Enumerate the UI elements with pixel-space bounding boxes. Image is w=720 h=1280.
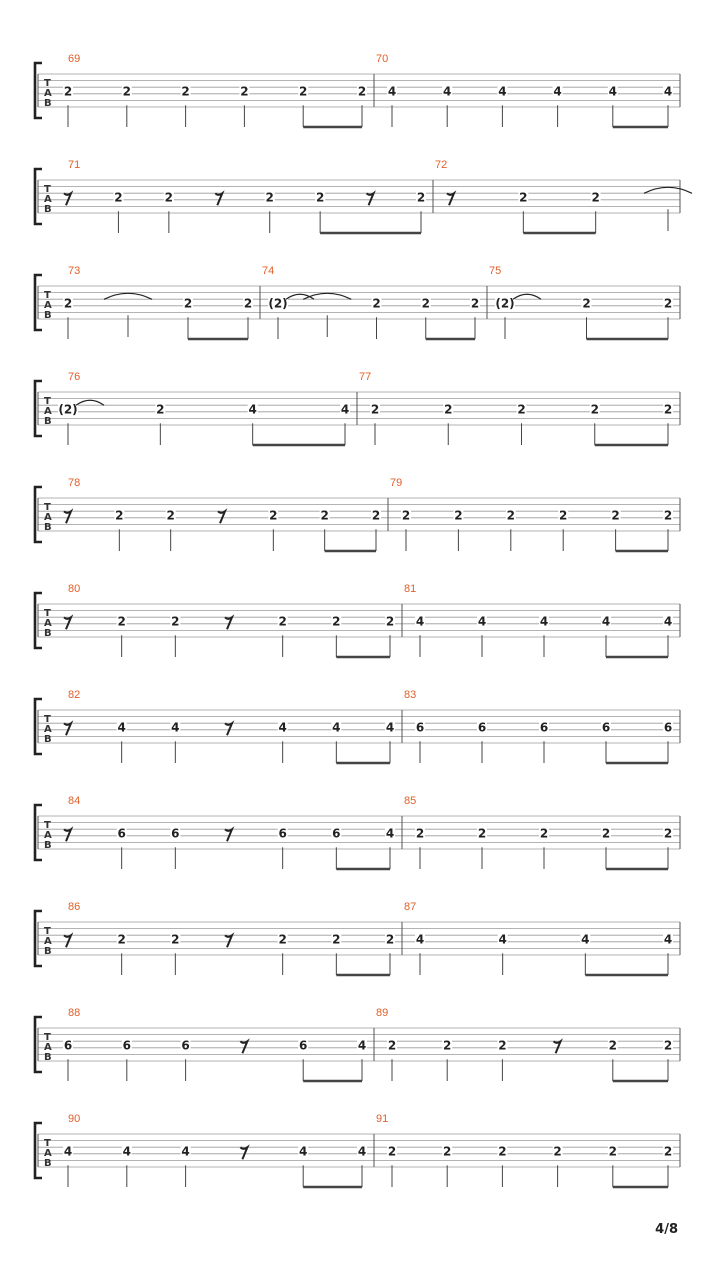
fret-number: 4	[385, 720, 395, 735]
fret-number: 2	[156, 402, 165, 417]
tie-arc	[303, 293, 351, 299]
tab-clef-letter: T	[44, 1032, 51, 1043]
fret-number: 4	[357, 1038, 367, 1053]
fret-number: 2	[415, 826, 425, 841]
eighth-rest	[64, 193, 71, 205]
fret-number: 4	[553, 84, 562, 99]
tab-clef-letter: A	[44, 1042, 52, 1053]
fret-number: 2	[320, 508, 329, 523]
fret-number: 2	[240, 84, 249, 99]
fret-number: 6	[415, 720, 425, 735]
fret-number: 2	[315, 190, 325, 205]
page-number: 4/8	[655, 1222, 678, 1237]
fret-number: 2	[114, 190, 123, 205]
fret-number: 4	[663, 614, 673, 629]
staff-system	[35, 265, 680, 339]
fret-number: 2	[183, 296, 193, 311]
fret-number: 2	[265, 190, 274, 205]
fret-number: 2	[506, 508, 515, 523]
tab-clef-letter: T	[44, 926, 51, 937]
measure-number: 88	[68, 1007, 81, 1019]
tab-clef-letter: B	[44, 628, 52, 639]
staff-system	[35, 1007, 680, 1081]
tab-clef-letter: T	[44, 396, 51, 407]
tab-clef-letter: B	[44, 734, 52, 745]
fret-number: 2	[122, 84, 131, 99]
measure-number: 78	[68, 477, 81, 489]
measure-number: 75	[489, 265, 502, 277]
fret-number: 2	[553, 1144, 562, 1159]
eighth-rest	[225, 935, 232, 947]
tab-clef-letter: B	[44, 204, 52, 215]
fret-number: 2	[117, 614, 126, 629]
measure-number: 84	[68, 795, 81, 807]
tab-clef-letter: B	[44, 1052, 52, 1063]
measure-number: 72	[435, 159, 448, 171]
fret-number: 2	[477, 826, 487, 841]
staff-system	[35, 583, 680, 657]
fret-number: 2	[663, 1144, 673, 1159]
fret-number: 2	[117, 932, 126, 947]
measure-number: 87	[404, 901, 417, 913]
tab-clef-letter: T	[44, 502, 51, 513]
fret-number: 4	[117, 720, 126, 735]
measure-number: 81	[404, 583, 417, 595]
fret-number: 2	[611, 508, 620, 523]
fret-number: 4	[498, 932, 507, 947]
tab-clef-letter: B	[44, 416, 52, 427]
tie-arc	[513, 294, 541, 299]
eighth-rest	[225, 723, 232, 735]
eighth-rest	[554, 1041, 561, 1053]
fret-number: 2	[387, 1038, 397, 1053]
tie-arc	[76, 400, 104, 405]
fret-number: 4	[581, 932, 590, 947]
fret-number: 2	[663, 508, 673, 523]
fret-number: 2	[278, 932, 287, 947]
eighth-rest	[64, 935, 71, 947]
fret-number: 2	[243, 296, 253, 311]
fret-number: 2	[421, 296, 430, 311]
measure-number: 85	[404, 795, 417, 807]
eighth-rest	[225, 829, 232, 841]
fret-number: 4	[663, 932, 673, 947]
fret-number: 4	[122, 1144, 131, 1159]
tab-clef-letter: A	[44, 512, 52, 523]
tab-clef-letter: T	[44, 78, 51, 89]
fret-number: 4	[415, 614, 425, 629]
fret-number: 2	[385, 614, 395, 629]
tab-clef-letter: T	[44, 290, 51, 301]
staff-system	[35, 795, 680, 869]
fret-number: 4	[385, 826, 395, 841]
eighth-rest	[367, 193, 374, 205]
tab-clef-letter: A	[44, 406, 52, 417]
measure-number: 70	[376, 53, 389, 65]
staff-system	[35, 159, 692, 233]
tab-clef-letter: B	[44, 946, 52, 957]
measure-number: 90	[68, 1113, 81, 1125]
measure-number: 76	[68, 371, 81, 383]
fret-number: 4	[357, 1144, 367, 1159]
fret-number: 2	[591, 190, 600, 205]
fret-number: 2	[519, 190, 528, 205]
measure-number: 83	[404, 689, 417, 701]
staff-system	[35, 689, 680, 763]
fret-number: 6	[601, 720, 611, 735]
measure-number: 86	[68, 901, 81, 913]
fret-number: 2	[385, 932, 395, 947]
tab-clef-letter: T	[44, 184, 51, 195]
fret-number: 2	[601, 826, 611, 841]
fret-number: 4	[539, 614, 549, 629]
tab-clef-letter: A	[44, 88, 52, 99]
fret-number: 2	[539, 826, 549, 841]
staff-system	[35, 53, 680, 127]
fret-number: 4	[498, 84, 507, 99]
tab-clef-letter: A	[44, 300, 52, 311]
tab-clef-letter: A	[44, 724, 52, 735]
fret-number: 2	[498, 1144, 507, 1159]
tab-clef-letter: A	[44, 194, 52, 205]
fret-number: 2	[357, 84, 367, 99]
fret-number: 4	[608, 84, 617, 99]
fret-number: 2	[171, 932, 180, 947]
fret-number: 2	[387, 1144, 397, 1159]
fret-number: 2	[582, 296, 591, 311]
measure-number: 79	[390, 477, 403, 489]
tab-clef-letter: A	[44, 618, 52, 629]
tab-clef-letter: B	[44, 1158, 52, 1169]
fret-number: 2	[278, 614, 287, 629]
fret-number: 2	[164, 190, 174, 205]
fret-number: 6	[63, 1038, 73, 1053]
eighth-rest	[240, 1147, 247, 1159]
fret-number: 4	[278, 720, 287, 735]
tab-clef-letter: T	[44, 820, 51, 831]
fret-number: 2	[63, 84, 73, 99]
fret-number: 2	[416, 190, 426, 205]
fret-number: 2	[498, 1038, 507, 1053]
fret-number: 6	[539, 720, 549, 735]
tab-clef-letter: B	[44, 310, 52, 321]
staff-system	[35, 477, 680, 551]
fret-number: (2)	[58, 402, 78, 417]
tab-clef-letter: B	[44, 98, 52, 109]
fret-number: 2	[370, 402, 380, 417]
fret-number: 6	[332, 826, 341, 841]
staff-system	[35, 1113, 680, 1187]
measure-number: 91	[376, 1113, 389, 1125]
fret-number: (2)	[495, 296, 515, 311]
fret-number: 2	[470, 296, 480, 311]
fret-number: 6	[278, 826, 287, 841]
fret-number: (2)	[268, 296, 288, 311]
fret-number: 2	[590, 402, 599, 417]
eighth-rest	[64, 617, 71, 629]
fret-number: 2	[443, 1038, 452, 1053]
fret-number: 4	[332, 720, 341, 735]
tie-arc	[104, 293, 152, 299]
fret-number: 2	[663, 826, 673, 841]
fret-number: 4	[171, 720, 180, 735]
fret-number: 2	[332, 932, 341, 947]
fret-number: 2	[663, 1038, 673, 1053]
tab-clef-letter: T	[44, 714, 51, 725]
eighth-rest	[240, 1041, 247, 1053]
eighth-rest	[64, 829, 71, 841]
fret-number: 6	[171, 826, 180, 841]
fret-number: 2	[299, 84, 308, 99]
fret-number: 4	[387, 84, 397, 99]
fret-number: 2	[171, 614, 180, 629]
fret-number: 6	[663, 720, 673, 735]
fret-number: 6	[477, 720, 487, 735]
fret-number: 2	[663, 402, 673, 417]
fret-number: 4	[63, 1144, 73, 1159]
fret-number: 2	[371, 508, 381, 523]
measure-number: 82	[68, 689, 81, 701]
tab-clef-letter: B	[44, 522, 52, 533]
fret-number: 2	[443, 1144, 452, 1159]
tab-clef-letter: T	[44, 608, 51, 619]
eighth-rest	[215, 193, 222, 205]
staff-system	[35, 371, 680, 445]
fret-number: 2	[181, 84, 190, 99]
fret-number: 6	[181, 1038, 190, 1053]
measure-number: 73	[68, 265, 81, 277]
eighth-rest	[218, 511, 225, 523]
measure-number: 77	[359, 371, 372, 383]
fret-number: 4	[663, 84, 673, 99]
fret-number: 4	[477, 614, 487, 629]
fret-number: 4	[443, 84, 452, 99]
measure-number: 74	[262, 265, 275, 277]
tab-clef-letter: A	[44, 936, 52, 947]
tab-clef-letter: B	[44, 840, 52, 851]
tab-clef-letter: T	[44, 1138, 51, 1149]
eighth-rest	[225, 617, 232, 629]
fret-number: 2	[444, 402, 453, 417]
fret-number: 4	[340, 402, 350, 417]
eighth-rest	[447, 193, 454, 205]
tab-clef-letter: A	[44, 830, 52, 841]
fret-number: 2	[608, 1038, 617, 1053]
fret-number: 2	[166, 508, 175, 523]
fret-number: 2	[559, 508, 568, 523]
fret-number: 4	[299, 1144, 308, 1159]
measure-number: 69	[68, 53, 81, 65]
fret-number: 4	[248, 402, 257, 417]
fret-number: 2	[663, 296, 673, 311]
fret-number: 4	[181, 1144, 190, 1159]
fret-number: 2	[454, 508, 463, 523]
fret-number: 6	[117, 826, 126, 841]
fret-number: 4	[415, 932, 425, 947]
fret-number: 2	[63, 296, 73, 311]
eighth-rest	[64, 723, 71, 735]
eighth-rest	[64, 511, 71, 523]
measure-number: 71	[68, 159, 81, 171]
fret-number: 2	[372, 296, 381, 311]
fret-number: 6	[122, 1038, 131, 1053]
tie-arc	[644, 187, 692, 193]
fret-number: 2	[517, 402, 526, 417]
tab-clef-letter: A	[44, 1148, 52, 1159]
fret-number: 4	[601, 614, 611, 629]
staff-system	[35, 901, 680, 975]
fret-number: 2	[401, 508, 411, 523]
fret-number: 6	[299, 1038, 308, 1053]
fret-number: 2	[115, 508, 124, 523]
fret-number: 2	[608, 1144, 617, 1159]
measure-number: 80	[68, 583, 81, 595]
fret-number: 2	[269, 508, 278, 523]
fret-number: 2	[332, 614, 341, 629]
measure-number: 89	[376, 1007, 389, 1019]
